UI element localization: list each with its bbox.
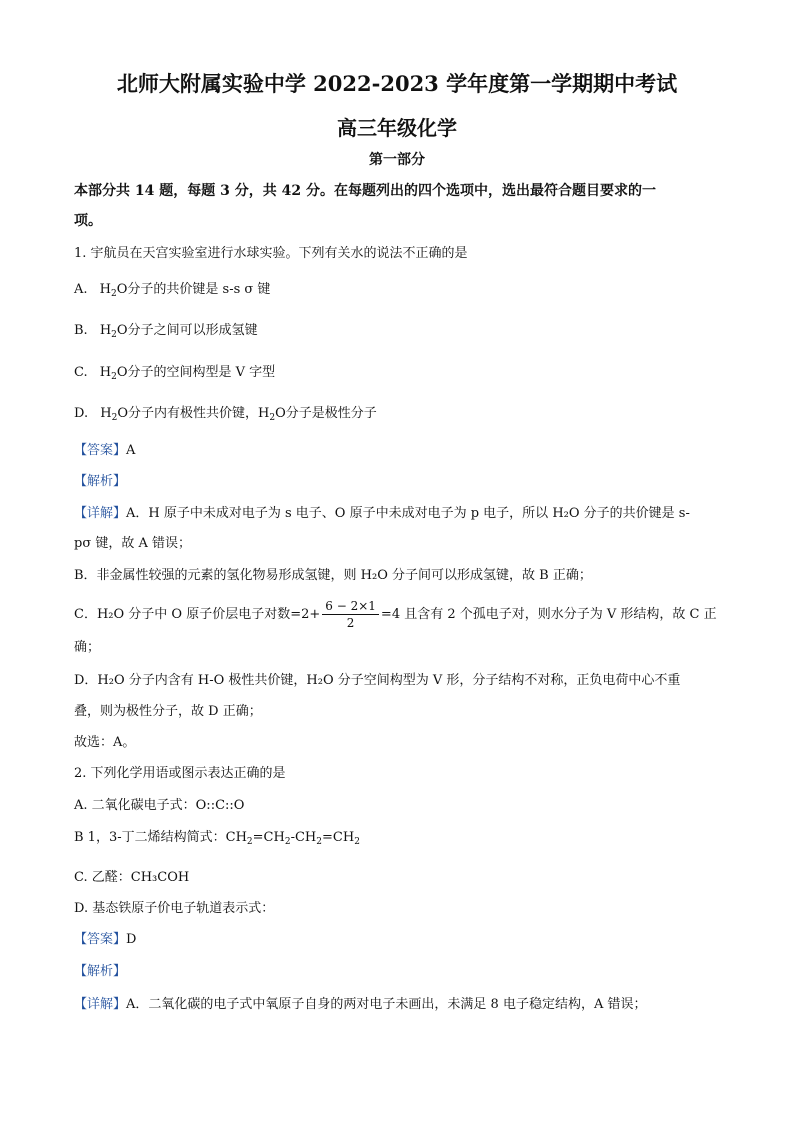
section-heading: 第一部分 [369,152,425,168]
h2o-formula: $H_2O$ [99,282,128,299]
q1-option-d [74,405,377,427]
q2-option-c: C. 乙醛：CH₃COH [74,870,190,885]
q1-analysis-tag: 【解析】 [74,474,127,489]
q1-option-b [74,322,258,344]
option-label: D. [74,406,89,421]
q1-option-a [74,281,270,303]
option-label: A. [74,282,88,297]
h2o-formula: $H_2O$ [258,406,286,423]
answer-tag: 【答案】 [74,932,127,947]
q2-answer [74,931,136,949]
option-label: B. [74,323,88,338]
answer-tag: 【答案】 [74,443,127,458]
q1-conclusion: 故选：A。 [74,735,136,750]
instructions-line-2: 项。 [74,213,102,229]
q1-detail-c-line-2: 确； [74,640,101,655]
option-text: 分子的共价键是 s-s σ 键 [127,282,271,297]
q1-stem: 1. 宇航员在天宫实验室进行水球实验。下列有关水的说法不正确的是 [74,246,468,261]
q1-option-c [74,364,275,386]
detail-tag: 【详解】 [74,997,127,1012]
q2-detail-a: 【详解】A．二氧化碳的电子式中氧原子自身的两对电子未画出，未满足 8 电子稳定结构，A 错误； [74,997,647,1012]
butadiene-formula: $CH_2=CH_2-CH_2=CH_2$ [225,830,360,847]
option-text: 分子的空间构型是 V 字型 [127,365,276,380]
exam-title: 北师大附属实验中学 2022-2023 学年度第一学期期中考试 [116,71,678,96]
h2o-formula: $H_2O$ [100,406,128,423]
q2-option-d: D. 基态铁原子价电子轨道表示式： [74,901,275,916]
q1-detail-a-line-1: 【详解】A．H 原子中未成对电子为 s 电子、O 原子中未成对电子为 p 电子，所以 H₂O 分子的共价键是 s- [74,506,690,521]
option-text: 分子之间可以形成氢键 [127,323,258,338]
instructions-line-1: 本部分共 14 题，每题 3 分，共 42 分。在每题列出的四个选项中，选出最符合题目要求的一 [74,183,656,199]
q1-detail-b: B．非金属性较强的元素的氢化物易形成氢键，则 H₂O 分子间可以形成氢键，故 B 正确； [74,568,592,583]
q1-detail-d-line-2: 叠，则为极性分子，故 D 正确； [74,704,262,719]
fraction: $\frac{6 - 2\times 1}{2}$ [322,598,379,631]
h2o-formula: $H_2O$ [99,323,128,340]
q2-analysis-tag: 【解析】 [74,964,127,979]
q2-option-b: B 1，3-丁二烯结构简式：$CH_2=CH_2-CH_2=CH_2$ [74,830,360,847]
q1-detail-c-line-1: C．H₂O 分子中 O 原子价层电子对数=2+ $\frac{6 - 2\times 1}{2}$ =4 且含有 2 个孤电子对，则水分子为 V 形结构，故 C 正 [74,599,717,630]
answer-value: A [126,443,136,458]
q1-detail-a-line-2: pσ 键，故 A 错误； [74,536,191,551]
q2-option-a: A. 二氧化碳电子式：O::C::O [74,798,245,813]
q1-answer [74,442,135,460]
h2o-formula: $H_2O$ [99,365,128,382]
q2-stem: 2. 下列化学用语或图示表达正确的是 [74,766,286,781]
option-text: 分子是极性分子 [285,406,377,421]
exam-subtitle: 高三年级化学 [337,116,457,140]
detail-tag: 【详解】 [74,506,127,521]
option-text: 分子内有极性共价键， [127,406,258,421]
option-label: C. [74,365,88,380]
answer-value: D [126,932,137,947]
q1-detail-d-line-1: D．H₂O 分子内含有 H-O 极性共价键，H₂O 分子空间构型为 V 形，分子结构不对称，正负电荷中心不重 [74,673,681,688]
